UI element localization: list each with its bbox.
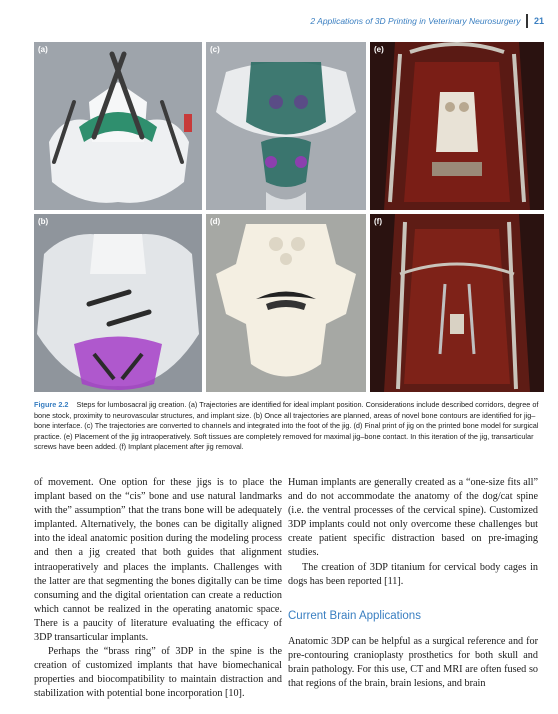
- caption-text: Steps for lumbosacral jig creation. (a) Trajectories are identified for ideal implant position. Considerations include described corridors, degree of bone stock, proximity to neurovascular structures, and implant size. (b) Once all trajectories are planned, areas of novel bone contours are identified for jig–bone interface. (c) The trajectories are converted to channels and integrated into the foot of the jig. (d) Final print of jig on the printed bone model for surgical practice. (e) Placement of the jig intraoperatively. Soft tissues are completely removed for maximal jig–bone contact. In this iteration of the jig, transarticular screws have been added. (f) Implant placement after jig removal.: [34, 400, 539, 451]
- panel-a-render: [34, 42, 202, 210]
- figure-caption: [34, 400, 540, 453]
- body-column-left: [34, 476, 282, 702]
- chapter-title: 2 Applications of 3D Printing in Veterinary Neurosurgery: [310, 16, 521, 26]
- paragraph: Human implants are generally created as a “one-size fits all” and do not accommodate the anatomy of the dog/cat spine (i.e. the ventral processes of the cervical spine). Customized 3DP implants could not only overcome these challenges but create patient specific distraction based on pre-imaging studies.: [288, 477, 538, 559]
- paragraph: Perhaps the “brass ring” of 3DP in the spine is the creation of customized implants that have biomechanical properties and biocompatibility to maintain distraction and stabilization with potential bone incorporation [10].: [34, 646, 282, 700]
- panel-b-render: [34, 214, 202, 392]
- panel-d: [206, 214, 366, 392]
- paragraph: The creation of 3DP titanium for cervical body cages in dogs has been reported [11].: [288, 561, 538, 587]
- figure-label: Figure 2.2: [34, 400, 69, 409]
- panel-label: (a): [38, 45, 48, 54]
- section-heading: Current Brain Applications: [288, 609, 421, 622]
- panel-label: (b): [38, 217, 49, 226]
- panel-label: (e): [374, 45, 384, 54]
- panel-b: [34, 214, 202, 392]
- header-divider: [526, 14, 528, 28]
- panel-label: (f): [374, 217, 382, 226]
- panel-c-render: [206, 42, 366, 210]
- panel-label: (d): [210, 217, 221, 226]
- panel-e-photo: [370, 42, 544, 210]
- panel-label: (c): [210, 45, 220, 54]
- panel-f: [370, 214, 544, 392]
- panel-c: [206, 42, 366, 210]
- panel-d-photo: [206, 214, 366, 392]
- paragraph: Anatomic 3DP can be helpful as a surgical reference and for pre-contouring cranioplasty prosthetics for both skull and brain pathology. For this use, CT and MRI are often fused so that regions of the brain, brain lesions, and brain: [288, 635, 538, 690]
- paragraph: of movement. One option for these jigs is to place the implant based on the “cis” bone and use natural landmarks with the” assumption” that the trans bone will be adequately implanted. Alternatively, the bones can be digitally aligned into the ideal anatomic position during the modeling process and then a jig created that both guides that alignment intraoperatively and places the implants. Challenges with the latter are that segmenting the bones digitally can be time consuming and the digital orientation can create a reduction which cannot be realized in the operating anatomic space. There is a paucity of literature evaluating the efficacy of 3DP transarticular implants.: [34, 477, 282, 644]
- body-column-right: [288, 476, 538, 691]
- figure-2-2: [34, 42, 544, 392]
- running-header: [310, 14, 544, 28]
- panel-f-photo: [370, 214, 544, 392]
- panel-a: [34, 42, 202, 210]
- page-number: 21: [533, 16, 544, 26]
- panel-e: [370, 42, 544, 210]
